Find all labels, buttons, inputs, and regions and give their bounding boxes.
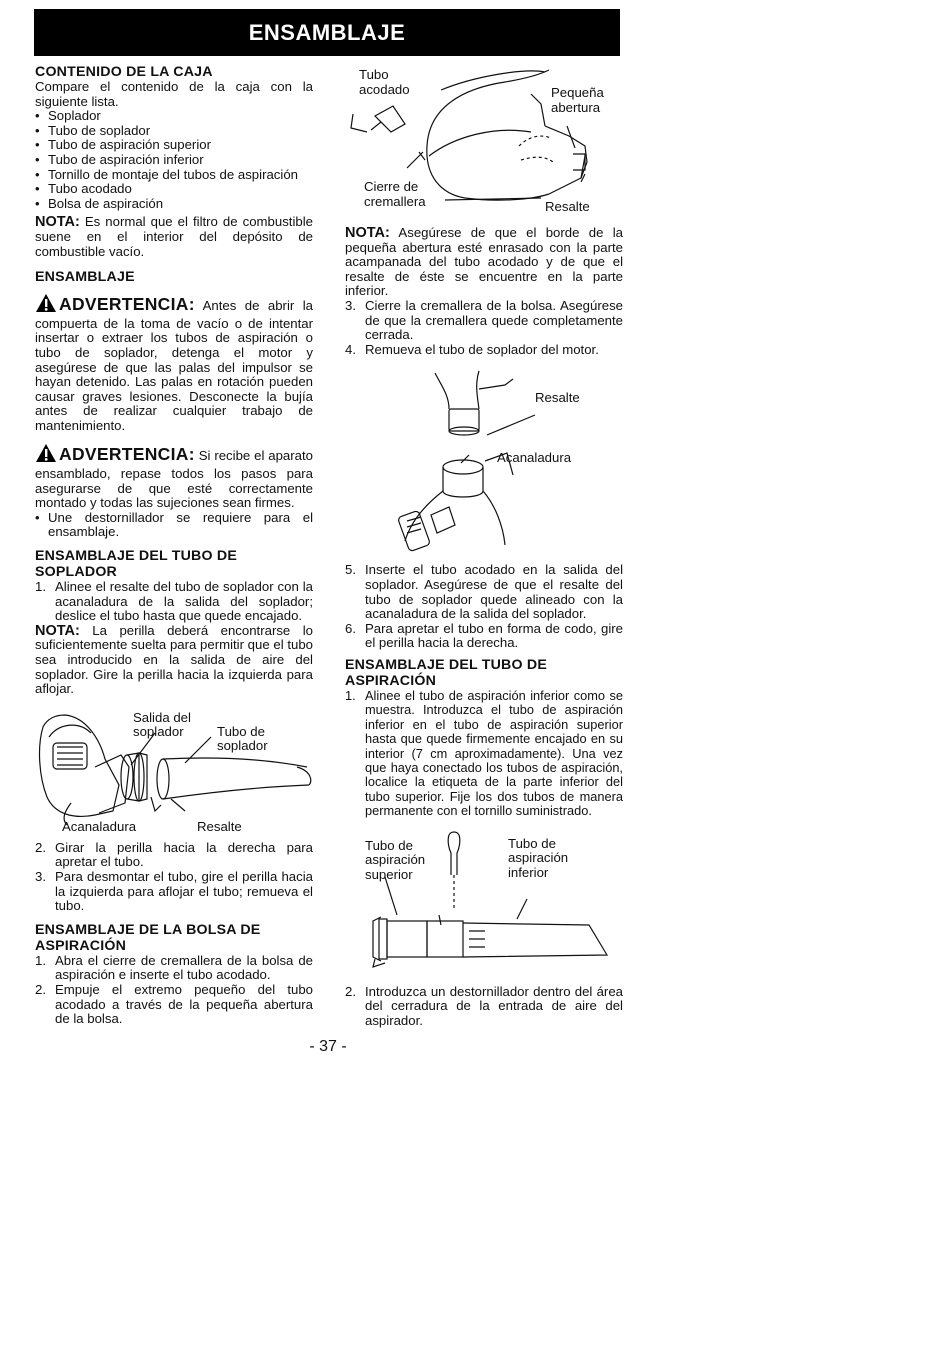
step-item: 3. Cierre la cremallera de la bolsa. Asegúrese de que la cremallera quede completamente cerrada. — [345, 297, 623, 343]
list-item: • Soplador — [35, 109, 313, 124]
left-column — [35, 64, 313, 1027]
list-item: • Tubo acodado — [35, 182, 313, 197]
vacuum-steps-a — [345, 689, 623, 819]
warning-triangle-icon — [35, 443, 57, 467]
figure-label-tubo-acodado: Tubo acodado — [359, 67, 410, 97]
figure-label-tubo-soplador: Tubo de soplador — [217, 723, 268, 754]
list-item: • Une destornillador se requiere para el ensamblaje. — [35, 511, 313, 540]
step-item: 2. Girar la perilla hacia la derecha para apretar el tubo. — [35, 839, 313, 870]
step-item: 3. Para desmontar el tubo, gire el perilla hacia la izquierda para aflojar el tubo; remueva el tubo. — [35, 868, 313, 914]
step-item: 5. Inserte el tubo acodado en la salida del soplador. Asegúrese de que el resalte del tubo de soplador quede alineado con la acanaladura de la salida del soplador. — [345, 562, 623, 622]
step-item: 1. Abra el cierre de cremallera de la bolsa de aspiración e inserte el tubo acodado. — [35, 952, 313, 983]
list-item: • Tubo de aspiración superior — [35, 138, 313, 153]
nota-label: NOTA: — [345, 225, 390, 241]
warning-block-2 — [35, 443, 313, 510]
figure-label-tubo-superior: Tubo de aspiración superior — [365, 837, 426, 882]
nota-text: La perilla deberá encontrarse lo suficientemente suelta para permitir que el tubo sea introducido en la salida de aire del soplador. Gire la perilla hacia la izquierda para aflojar. — [35, 622, 313, 697]
elbow-tube-figure — [345, 365, 623, 555]
contents-intro: Compare el contenido de la caja con la siguiente lista. — [35, 79, 313, 109]
vacuum-bag-figure — [345, 66, 623, 216]
step-item: 1. Alinee el resalte del tubo de soplador con la acanaladura de la salida del soplador; deslice el tubo hasta que quede encajado. — [35, 579, 313, 624]
vacuum-tube-figure — [345, 831, 623, 981]
contents-list — [35, 109, 313, 211]
page-number: - 37 - — [309, 1038, 347, 1055]
list-item: • Tornillo de montaje del tubos de aspiración — [35, 168, 313, 183]
vacuum-steps-b — [345, 985, 623, 1029]
warning-block-1 — [35, 293, 313, 433]
figure-label-acanaladura: Acanaladura — [62, 818, 137, 834]
blower-steps-b — [35, 841, 313, 914]
right-column — [345, 66, 623, 1028]
vacuum-tube-heading: ENSAMBLAJE DEL TUBO DE ASPIRACIÓN — [345, 656, 547, 689]
step-item: 4. Remueva el tubo de soplador del motor. — [345, 341, 599, 357]
warning-text: Antes de abrir la compuerta de la toma de vacío o de intentar insertar o extraer los tubos de aspiración o tubo de soplador, detenga el motor y asegúrese de que las palas del impulsor se hayan detenido. Las palas en rotación pueden causar graves lesiones. Desconecte la bujía antes de realizar cualquier trabajo de mantenimiento. — [35, 298, 313, 433]
warning-bullet-list — [35, 511, 313, 540]
blower-steps-a — [35, 580, 313, 624]
step-item: 2. Introduzca un destornillador dentro del área del cerradura de la entrada de aire del aspirador. — [345, 983, 623, 1028]
elbow-tube-illustration — [345, 365, 623, 555]
bag-steps-b — [345, 299, 623, 357]
blower-tube-heading: ENSAMBLAJE DEL TUBO DE SOPLADOR — [35, 548, 237, 581]
list-item: • Tubo de aspiración inferior — [35, 153, 313, 168]
warning-label: ADVERTENCIA: — [59, 294, 195, 315]
nota-label: NOTA: — [35, 214, 80, 231]
list-item: • Bolsa de aspiración — [35, 197, 313, 212]
figure-label-resalte: Resalte — [545, 199, 590, 214]
list-item: • Tubo de soplador — [35, 124, 313, 139]
nota-text: Es normal que el filtro de combustible suene en el interior del depósito de combustible vacío. — [35, 214, 313, 259]
assembly-heading: ENSAMBLAJE — [35, 269, 135, 286]
nota-bag — [345, 226, 623, 299]
warning-triangle-icon — [35, 293, 57, 317]
figure-label-acanaladura: Acanaladura — [497, 450, 572, 466]
nota-knob — [35, 624, 313, 697]
warning-text: Si recibe el aparato ensamblado, repase todos los pasos para asegurarse de que esté correctamente montado y todas las sujeciones sean firmes. — [35, 448, 313, 511]
figure-label-resalte: Resalte — [535, 390, 580, 406]
figure-label-tubo-inferior: Tubo de aspiración inferior — [508, 835, 569, 880]
nota-label: NOTA: — [35, 622, 80, 639]
step-item: 2. Empuje el extremo pequeño del tubo acodado a través de la pequeña abertura de la bolsa. — [35, 981, 313, 1027]
bag-steps-a — [35, 954, 313, 1027]
figure-label-resalte: Resalte — [197, 818, 242, 834]
warning-label: ADVERTENCIA: — [59, 444, 195, 465]
nota-fuel — [35, 215, 313, 259]
blower-tube-figure — [35, 707, 313, 835]
bag-steps-c — [345, 563, 623, 651]
bag-heading: ENSAMBLAJE DE LA BOLSA DE ASPIRACIÓN — [35, 921, 261, 954]
contents-heading: CONTENIDO DE LA CAJA — [35, 64, 213, 80]
figure-label-cierre: Cierre de cremallera — [364, 179, 426, 209]
figure-label-salida: Salida del soplador — [133, 709, 191, 740]
page-header: ENSAMBLAJE — [34, 9, 620, 56]
step-item: 6. Para apretar el tubo en forma de codo, gire el perilla hacia la derecha. — [345, 620, 623, 651]
step-item: 1. Alinee el tubo de aspiración inferior como se muestra. Introduzca el tubo de aspiración inferior en el tubo de aspiración superior hasta que quede firmemente encajado en su interior (7 cm aproximadamente). Una vez que haya conectado los tubos de aspiración, localice la etiqueta de la parte inferior del tubo superior. Fije los dos tubos de manera permanente con el tornillo suministrado. — [345, 687, 623, 819]
figure-label-pequena-abertura: Pequeña abertura — [551, 85, 604, 115]
nota-text: Asegúrese de que el borde de la pequeña abertura esté enrasado con la parte acampanada del tubo acodado y de que el resalte de éste se encuentre en la parte inferior. — [345, 225, 623, 299]
